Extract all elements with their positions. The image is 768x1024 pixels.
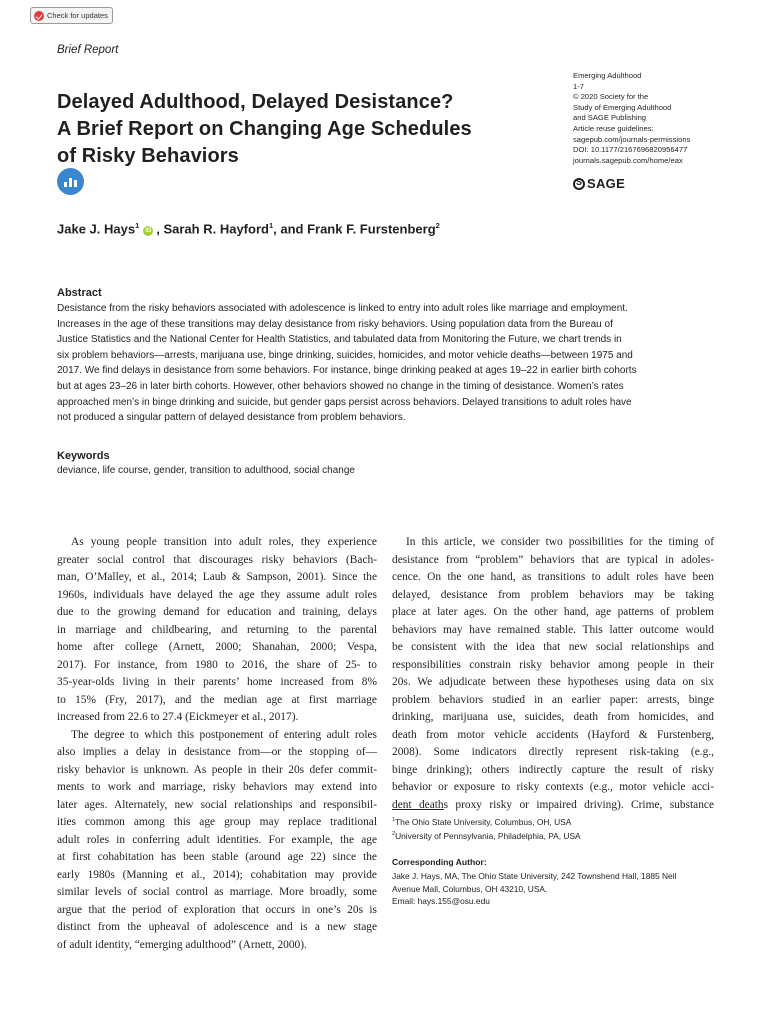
journal-info (573, 71, 743, 166)
abstract-line: Justice Statistics and the National Center for Health Statistics, and tabulated data from Monitoring the Future, we chart trends in (57, 334, 622, 346)
abstract-line: 2017. We find delays in desistance from some behaviors. For instance, binge drinking peaked at ages 19–22 in earlier birth cohorts (57, 365, 637, 377)
body-text-line: behavior or exposure to risky contexts (e.g., motor vehicle acci- (392, 781, 714, 793)
check-circle-icon (34, 11, 44, 21)
body-text-line: delayed, desistance from problem behaviors may be taking (392, 588, 714, 601)
abstract-line: but at ages 23–26 in later birth cohorts. However, other behaviors showed no change in the timing of desistance. Women’s rates (57, 380, 624, 392)
body-text-line: be consistent with the idea that new social relationships and (392, 641, 714, 653)
body-text-line: risky behavior is unknown. As people in their 20s defer commit- (57, 763, 377, 776)
sage-logo-text: SAGE (587, 176, 626, 191)
body-text-line: cence. On the one hand, as transitions to adult roles have been (392, 571, 714, 583)
corresponding-author-details (392, 870, 676, 908)
abstract-line: Desistance from the risky behaviors associated with adolescence is linked to entry into adult roles like marriage and employment. (57, 303, 628, 314)
body-text-line: of adult identity, “emerging adulthood” (Arnett, 2000). (57, 938, 307, 951)
body-text-line: due to the growing demand for education and training, delays (57, 606, 377, 618)
body-text-line: ments to work and marriage, risky behaviors may extend into (57, 781, 377, 793)
abstract-line: not produced a singular pattern of delayed desistance from problem behaviors. (57, 412, 406, 424)
body-text-line: 35-year-olds living in their parents’ home increased from 8% (57, 676, 377, 688)
open-access-chart-icon[interactable] (57, 168, 84, 195)
body-text-line: In this article, we consider two possibilities for the timing of (406, 536, 714, 548)
author-affiliation-mark: 1 (135, 221, 140, 230)
corresponding-author-line: Jake J. Hays, MA, The Ohio State University, 242 Townshend Hall, 1885 Neil (392, 871, 677, 881)
abstract-line: Increases in the age of these transitions may delay desistance from risky behaviors. Using population data from the Bureau of (57, 318, 613, 330)
body-text-line: to 15% (Fry, 2017), and the median age at first marriage (57, 693, 377, 706)
body-text-line: responsibilities constrain risky behavior among people in their (392, 658, 714, 671)
abstract-line: six problem behaviors—arrests, marijuana use, binge drinking, suicides, homicides, and motor vehicle deaths—between 1975 and (57, 349, 633, 361)
abstract-body (57, 301, 713, 426)
body-text-line: 2017). For instance, from 1980 to 2016, the share of 25- to (57, 658, 377, 671)
corresponding-author-heading: Corresponding Author: (392, 857, 487, 867)
body-text-line: greater social control that discourages risky behaviors (Bach- (57, 553, 377, 566)
sage-logo (573, 176, 625, 191)
body-text-line: The degree to which this postponement of entering adult roles (71, 728, 377, 741)
author-name: , Sarah R. Hayford (156, 221, 269, 237)
corresponding-author-line: Avenue Mall, Columbus, OH 43210, USA. (392, 883, 548, 894)
body-text-line: death from motor vehicle accidents (Hayford & Furstenberg, (392, 728, 714, 741)
body-text-line: behaviors may have remained stable. This latter outcome would (392, 623, 714, 636)
body-text-line: in marriage and childbearing, and returning to the parental (57, 623, 377, 636)
body-text-line: 20s. We adjudicate between these hypotheses using data on six (392, 676, 714, 688)
body-text-line: As young people transition into adult roles, they experience (71, 536, 377, 548)
affiliations (392, 814, 581, 843)
body-text-line: binge drinking); others indirectly capture the result of risky (392, 763, 714, 776)
body-text-line: problem behaviors studied in an earlier paper: arrests, binge (392, 693, 714, 706)
title-line: of Risky Behaviors (57, 145, 239, 167)
author-name: Jake J. Hays (57, 221, 136, 237)
body-text-line: adult roles in conferring adult identities. For example, the age (57, 833, 377, 846)
article-type-label: Brief Report (57, 44, 119, 56)
author-affiliation-mark: 1 (268, 221, 274, 230)
abstract-line: approached men’s in binge drinking and suicide, but gender gaps persist across behaviors. Delayed transitions to adult roles have (57, 396, 632, 408)
body-text-line: 2008). Some indicators directly represent risk-taking (e.g., (392, 746, 714, 758)
keywords-heading: Keywords (57, 450, 110, 462)
journal-info-link[interactable]: sagepub.com/journals-permissions (573, 134, 691, 144)
author-list (57, 221, 440, 236)
journal-home-link[interactable]: journals.sagepub.com/home/eax (573, 155, 683, 165)
journal-info-line: Article reuse guidelines: (573, 123, 654, 133)
body-text-line: also implies a delay in desistance from—or the stopping of— (57, 746, 377, 758)
footnote-divider (392, 809, 444, 810)
keywords-text: deviance, life course, gender, transition to adulthood, social change (57, 465, 355, 476)
body-text-line: ities common among this age group may replace traditional (57, 816, 377, 828)
email-link[interactable]: Email: hays.155@osu.edu (392, 896, 490, 906)
body-text-line: 1960s, individuals have delayed the age they assume adult roles (57, 588, 377, 601)
orcid-icon[interactable]: iD (145, 228, 152, 235)
journal-info-line: Study of Emerging Adulthood (573, 102, 672, 112)
author-affiliation-mark: 2 (435, 221, 440, 230)
abstract-heading: Abstract (57, 287, 102, 299)
body-text-line: distinct from the upheaval of adolescence and is a new stage (57, 921, 377, 933)
check-for-updates-badge[interactable] (30, 7, 113, 24)
author-name: , and Frank F. Furstenberg (273, 221, 436, 237)
title-line: Delayed Adulthood, Delayed Desistance? (57, 91, 454, 113)
body-text-line: place at later ages. On the other hand, age patterns of problem (392, 606, 714, 618)
journal-info-line: © 2020 Society for the (573, 92, 649, 102)
journal-info-line: 1-7 (573, 81, 584, 91)
body-text-line: at first cohabitation has been stable (around age 22) since the (57, 851, 377, 863)
body-text-line: increased from 22.6 to 27.4 (Eickmeyer et al., 2017). (57, 711, 299, 723)
title-line: A Brief Report on Changing Age Schedules (57, 118, 472, 140)
body-column-right (392, 534, 714, 814)
body-text-line: similar levels of social control as marriage. More broadly, some (57, 886, 377, 898)
journal-info-line: Emerging Adulthood (573, 71, 642, 80)
body-text-line: argue that the period of exploration that occurs in one’s 20s is (57, 903, 377, 916)
body-text-line: later ages. Alternately, new social relationships and responsibil- (57, 798, 377, 811)
body-text-line: early 1980s (Manning et al., 2014); cohabitation may provide (57, 868, 377, 881)
body-column-left (57, 534, 377, 954)
article-title (57, 89, 537, 170)
affiliation: $^2$University of Pennsylvania, Philadelphia, PA, USA (392, 831, 581, 842)
body-text-line: desistance from “problem” behaviors that are typical in adoles- (392, 553, 714, 566)
body-text-line: drinking, marijuana use, suicides, death from homicides, and (392, 711, 714, 723)
journal-info-line: and SAGE Publishing (573, 113, 647, 123)
body-text-line: home after college (Arnett, 2000; Shanahan, 2000; Vespa, (57, 641, 377, 653)
affiliation: $^1$The Ohio State University, Columbus, OH, USA (392, 816, 572, 827)
doi-link[interactable]: DOI: 10.1177/2167696820956477 (573, 145, 688, 155)
check-for-updates-label: Check for updates (47, 11, 108, 20)
sage-logo-icon (573, 178, 585, 190)
body-text-line: dent deaths proxy risky or impaired driving). Crime, substance (392, 798, 714, 811)
body-text-line: man, O’Malley, et al., 2014; Laub & Sampson, 2001). Since the (57, 571, 377, 583)
